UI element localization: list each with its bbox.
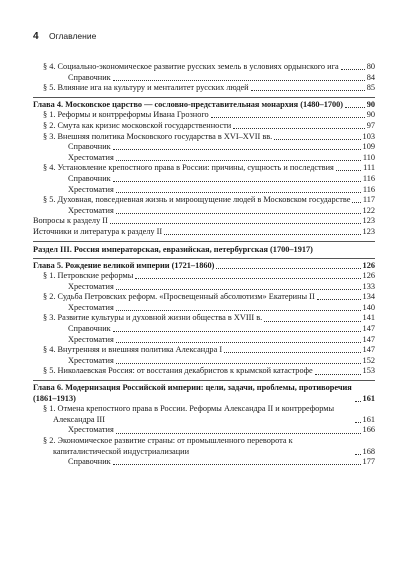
toc-entry-title: Хрестоматия xyxy=(68,152,114,162)
toc-page-number: 116 xyxy=(362,184,375,194)
toc-page-number: 161 xyxy=(362,393,375,403)
toc-entry-title: § 5. Духовная, повседневная жизнь и мироощущение людей в Московском государстве xyxy=(43,195,351,205)
toc-entry xyxy=(33,436,375,457)
dot-leader xyxy=(116,310,361,311)
toc-page-number: 103 xyxy=(362,131,375,141)
toc-entry-title: Раздел III. Россия императорская, евразийская, петербургская (1700–1917) xyxy=(33,244,313,254)
toc-entry xyxy=(33,110,375,121)
dot-leader xyxy=(116,433,361,434)
toc-page-number: 111 xyxy=(363,163,375,173)
page-number: 4 xyxy=(33,31,39,42)
dot-leader xyxy=(116,363,361,364)
toc-entry-title: § 4. Социально-экономическое развитие русских земель в условиях ордынского ига xyxy=(43,62,339,71)
page-header xyxy=(33,31,373,47)
dot-leader xyxy=(113,464,361,465)
toc-entry-title: Хрестоматия xyxy=(68,425,114,435)
dot-leader xyxy=(274,139,360,140)
dot-leader xyxy=(224,352,360,353)
toc-entry xyxy=(33,83,375,94)
section-divider xyxy=(33,241,375,242)
toc-entry xyxy=(33,356,375,367)
toc-entry xyxy=(33,121,375,132)
toc-chapter-entry xyxy=(33,100,375,111)
dot-leader xyxy=(251,90,365,91)
dot-leader xyxy=(317,299,361,300)
toc-chapter-entry xyxy=(33,261,375,272)
toc-entry-title: Справочник xyxy=(68,457,111,467)
toc-page-number: 90 xyxy=(366,110,375,120)
toc-entry-title: Справочник xyxy=(68,324,111,334)
toc-entry xyxy=(33,153,375,164)
dot-leader xyxy=(345,107,365,108)
dot-leader xyxy=(233,128,364,129)
toc-entry xyxy=(33,163,375,174)
toc-entry-title: Глава 5. Рождение великой империи (1721–1860) xyxy=(33,260,215,270)
dot-leader xyxy=(116,289,361,290)
toc-entry-title: § 5. Николаевская Россия: от восстания декабристов к крымской катастрофе xyxy=(43,366,313,376)
toc-entry-title: Вопросы к разделу II xyxy=(33,216,108,226)
toc-entry-title: § 2. Судьба Петровских реформ. «Просвещенный абсолютизм» Екатерины II xyxy=(43,292,315,302)
toc-page-number: 84 xyxy=(366,72,375,82)
section-divider xyxy=(33,97,375,98)
toc-entry-title: § 4. Установление крепостного права в России: причины, сущность и последствия xyxy=(43,163,334,173)
toc-entry-title: § 3. Внешняя политика Московского государства в XVI–XVII вв. xyxy=(43,131,273,141)
toc-entry xyxy=(33,457,375,468)
table-of-contents xyxy=(33,62,375,468)
dot-leader xyxy=(336,170,361,171)
toc-entry-title: Хрестоматия xyxy=(68,355,114,365)
toc-entry-title: Хрестоматия xyxy=(68,184,114,194)
dot-leader xyxy=(110,223,361,224)
toc-entry-title: § 4. Внутренняя и внешняя политика Александра I xyxy=(43,345,223,355)
toc-page-number: 161 xyxy=(362,414,375,424)
toc-page-number: 90 xyxy=(366,99,375,109)
toc-chapter-entry xyxy=(33,227,375,238)
toc-entry xyxy=(33,195,375,206)
toc-page-number: 117 xyxy=(362,195,375,205)
dot-leader xyxy=(355,401,361,402)
toc-page-number: 122 xyxy=(362,205,375,215)
running-title: Оглавление xyxy=(48,31,97,41)
toc-page-number: 126 xyxy=(362,260,375,270)
toc-page-number: 177 xyxy=(362,457,375,467)
toc-entry-title: § 1. Реформы и контрреформы Ивана Грозного xyxy=(43,110,209,120)
toc-entry xyxy=(33,313,375,324)
toc-page-number: 141 xyxy=(362,313,375,323)
toc-part-heading xyxy=(33,244,375,255)
toc-page-number: 134 xyxy=(362,292,375,302)
toc-entry xyxy=(33,62,375,73)
dot-leader xyxy=(352,202,360,203)
toc-entry-title: Хрестоматия xyxy=(68,205,114,215)
toc-page-number: 152 xyxy=(362,355,375,365)
toc-entry xyxy=(33,185,375,196)
toc-page-number: 123 xyxy=(362,226,375,236)
toc-entry xyxy=(33,206,375,217)
toc-entry xyxy=(33,292,375,303)
section-divider xyxy=(33,380,375,381)
toc-entry-title: Хрестоматия xyxy=(68,302,114,312)
dot-leader xyxy=(216,268,360,269)
toc-page-number: 126 xyxy=(362,271,375,281)
toc-entry-title: Источники и литература к разделу II xyxy=(33,226,163,236)
toc-entry-title: Хрестоматия xyxy=(68,281,114,291)
toc-entry xyxy=(33,73,375,84)
dot-leader xyxy=(116,342,361,343)
toc-entry xyxy=(33,404,375,425)
toc-entry-title: Глава 6. Модернизация Российской империи: цели, задачи, проблемы, противоречия (1861–1913) xyxy=(33,383,352,403)
toc-chapter-entry xyxy=(33,216,375,227)
dot-leader xyxy=(116,213,361,214)
toc-page-number: 110 xyxy=(362,152,375,162)
toc-entry-title: § 5. Влияние ига на культуру и менталитет русских людей xyxy=(43,83,249,93)
toc-entry xyxy=(33,282,375,293)
toc-entry xyxy=(33,425,375,436)
dot-leader xyxy=(211,117,365,118)
toc-entry-title: Справочник xyxy=(68,142,111,152)
toc-page-number: 97 xyxy=(366,120,375,130)
dot-leader xyxy=(113,80,365,81)
dot-leader xyxy=(113,181,361,182)
toc-entry-title: § 1. Отмена крепостного права в России. Реформы Александра II и контрреформы Александра III xyxy=(43,404,335,424)
toc-entry-title: Глава 4. Московское царство — сословно-представительная монархия (1480–1700) xyxy=(33,99,344,109)
toc-entry xyxy=(33,174,375,185)
dot-leader xyxy=(264,321,360,322)
toc-page-number: 109 xyxy=(362,142,375,152)
toc-entry xyxy=(33,132,375,143)
dot-leader xyxy=(135,278,360,279)
toc-entry xyxy=(33,271,375,282)
toc-page-number: 80 xyxy=(366,62,375,71)
dot-leader xyxy=(113,149,361,150)
toc-page-number: 116 xyxy=(362,173,375,183)
dot-leader xyxy=(113,331,361,332)
toc-entry xyxy=(33,303,375,314)
dot-leader xyxy=(355,454,361,455)
toc-entry-title: § 2. Смута как кризис московской государственности xyxy=(43,120,232,130)
toc-page-number: 153 xyxy=(362,366,375,376)
toc-page-number: 147 xyxy=(362,324,375,334)
dot-leader xyxy=(164,234,360,235)
section-divider xyxy=(33,258,375,259)
dot-leader xyxy=(315,374,361,375)
toc-page-number: 147 xyxy=(362,334,375,344)
toc-entry-title: Справочник xyxy=(68,72,111,82)
toc-entry-title: § 2. Экономическое развитие страны: от промышленного переворота к капиталистической индустриализации xyxy=(43,436,293,456)
toc-entry xyxy=(33,335,375,346)
toc-entry-title: Справочник xyxy=(68,173,111,183)
toc-page-number: 123 xyxy=(362,216,375,226)
toc-entry xyxy=(33,366,375,377)
toc-chapter-entry xyxy=(33,383,375,404)
toc-entry-title: Хрестоматия xyxy=(68,334,114,344)
dot-leader xyxy=(116,192,361,193)
toc-entry xyxy=(33,345,375,356)
toc-entry xyxy=(33,324,375,335)
toc-page-number: 133 xyxy=(362,281,375,291)
toc-page-number: 168 xyxy=(362,446,375,456)
dot-leader xyxy=(116,160,361,161)
toc-page-number: 85 xyxy=(366,83,375,93)
toc-entry-title: § 1. Петровские реформы xyxy=(43,271,134,281)
toc-entry xyxy=(33,142,375,153)
toc-page-number: 147 xyxy=(362,345,375,355)
dot-leader xyxy=(341,69,365,70)
toc-page-number: 140 xyxy=(362,302,375,312)
toc-page-number: 166 xyxy=(362,425,375,435)
dot-leader xyxy=(355,422,361,423)
toc-entry-title: § 3. Развитие культуры и духовной жизни общества в XVIII в. xyxy=(43,313,263,323)
